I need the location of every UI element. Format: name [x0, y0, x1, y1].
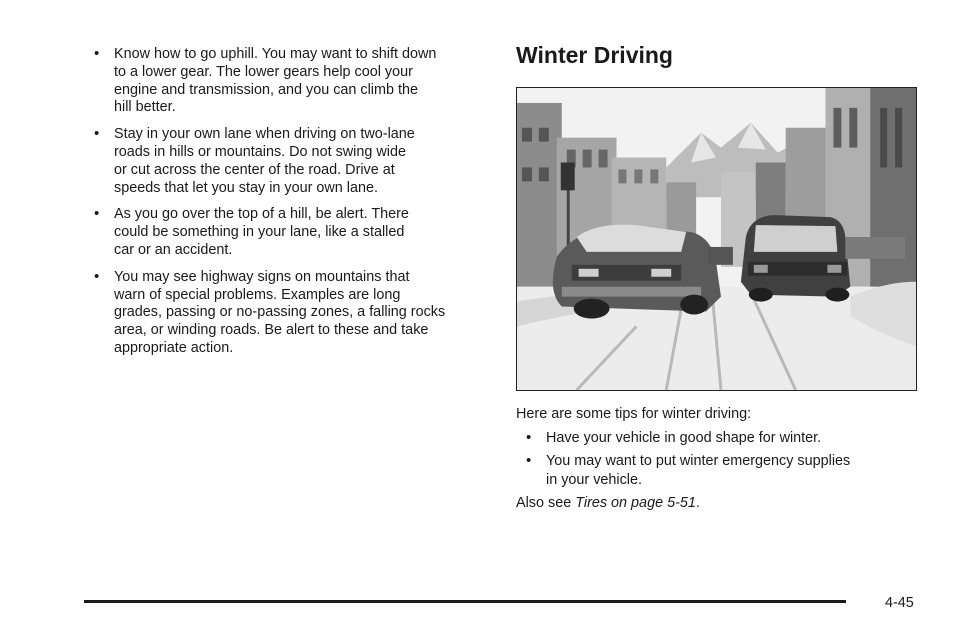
list-item-line: Know how to go uphill. You may want to shift down	[114, 46, 437, 62]
list-item-line: could be something in your lane, like a stalled	[114, 224, 405, 241]
left-column	[92, 46, 492, 367]
list-item-line: appropriate action.	[114, 339, 234, 356]
list-item-line: or cut across the center of the road. Drive at	[114, 161, 395, 178]
list-item-line: warn of special problems. Examples are long	[114, 286, 401, 303]
list-item-line: area, or winding roads. Be alert to these and take	[114, 322, 429, 339]
intro-text: Here are some tips for winter driving:	[516, 406, 752, 422]
list-item-line: Stay in your own lane when driving on two-lane	[114, 126, 415, 143]
also-see-reference	[516, 494, 916, 513]
page-number: 4-45	[885, 595, 914, 611]
list-item	[92, 269, 492, 358]
list-item-line: As you go over the top of a hill, be alert. There	[114, 206, 409, 223]
list-item-line: grades, passing or no-passing zones, a falling rocks	[114, 304, 446, 321]
list-item-line: You may see highway signs on mountains that	[114, 268, 410, 285]
bullet-glyph: •	[526, 452, 532, 469]
list-item	[92, 126, 492, 197]
bullet-glyph: •	[526, 429, 532, 446]
list-item-line: Have your vehicle in good shape for winter.	[546, 430, 822, 446]
list-item	[92, 206, 492, 259]
winter-tips	[516, 405, 916, 513]
bullet-glyph: •	[94, 267, 100, 285]
winter-driving-illustration	[516, 87, 917, 391]
list-item-line: speeds that let you stay in your own lane.	[114, 179, 378, 196]
list-item-line: hill better.	[114, 99, 176, 116]
list-item	[92, 46, 492, 117]
footer-rule	[84, 600, 846, 603]
list-item-line: engine and transmission, and you can climb the	[114, 81, 418, 98]
also-see-suffix: .	[695, 495, 700, 511]
list-item	[516, 452, 916, 490]
list-item-line: You may want to put winter emergency supplies	[546, 453, 851, 469]
winter-street-scene-image	[517, 88, 916, 390]
list-item	[516, 429, 916, 448]
bullet-glyph: •	[94, 45, 100, 62]
list-item-line: in your vehicle.	[546, 472, 642, 488]
section-title: Winter Driving	[516, 42, 673, 68]
list-item-line: roads in hills or mountains. Do not swing wide	[114, 143, 406, 160]
list-item-line: to a lower gear. The lower gears help cool your	[114, 63, 413, 80]
list-item-line: car or an accident.	[114, 241, 233, 258]
also-see-prefix: Also see	[516, 495, 576, 511]
bullet-glyph: •	[94, 125, 100, 143]
bullet-glyph: •	[94, 205, 100, 223]
cross-reference-link[interactable]: Tires on page 5-51	[575, 495, 696, 511]
